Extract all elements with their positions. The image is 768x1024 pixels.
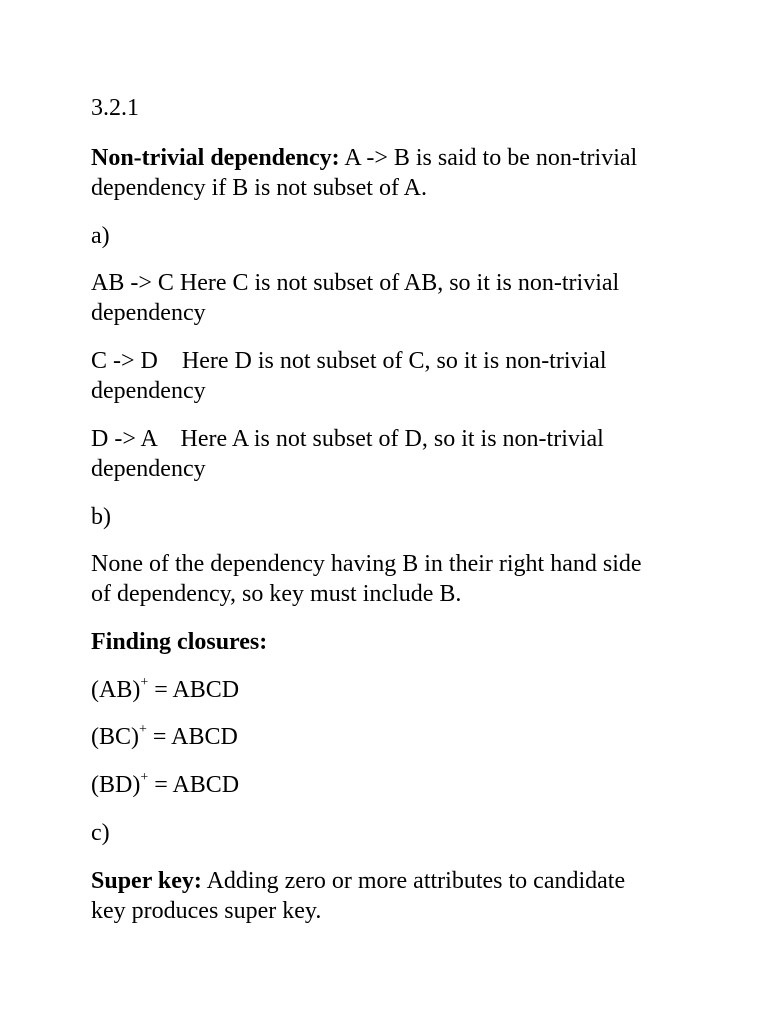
closure-rhs: = ABCD bbox=[148, 677, 240, 703]
part-b-label: b) bbox=[91, 504, 111, 530]
dependency-c-d-line-2: dependency bbox=[91, 378, 206, 404]
part-a-label: a) bbox=[91, 223, 110, 249]
super-key-definition-line-2: key produces super key. bbox=[91, 898, 322, 924]
closure-plus-sup: + bbox=[139, 722, 147, 737]
nontrivial-definition-line-2: dependency if B is not subset of A. bbox=[91, 175, 427, 201]
closure-lhs: (AB) bbox=[91, 677, 141, 703]
part-c-label: c) bbox=[91, 820, 110, 846]
dependency-d-a-line-2: dependency bbox=[91, 456, 206, 482]
super-key-definition-text: Adding zero or more attributes to candidate bbox=[201, 868, 626, 894]
nontrivial-definition-text: A -> B is said to be non-trivial bbox=[339, 145, 638, 171]
dependency-d-a-line-1: D -> A Here A is not subset of D, so it is non-trivial bbox=[91, 426, 604, 452]
dependency-ab-c-line-2: dependency bbox=[91, 300, 206, 326]
closure-bd bbox=[91, 770, 239, 800]
closure-ab bbox=[91, 675, 239, 705]
super-key-term: Super key: bbox=[91, 868, 202, 894]
closure-plus-sup: + bbox=[140, 675, 149, 690]
part-b-text-line-1: None of the dependency having B in their right hand side bbox=[91, 551, 642, 577]
dependency-c-d-line-1: C -> D Here D is not subset of C, so it is non-trivial bbox=[91, 348, 607, 374]
closure-rhs: = ABCD bbox=[148, 772, 240, 798]
nontrivial-definition-line-1 bbox=[91, 143, 637, 173]
section-number: 3.2.1 bbox=[91, 95, 139, 121]
part-b-text-line-2: of dependency, so key must include B. bbox=[91, 581, 462, 607]
super-key-definition-line-1 bbox=[91, 866, 625, 896]
dependency-ab-c-line-1: AB -> C Here C is not subset of AB, so it is non-trivial bbox=[91, 270, 620, 296]
closures-heading bbox=[91, 627, 267, 657]
closure-lhs: (BD) bbox=[91, 772, 141, 798]
closure-rhs: = ABCD bbox=[146, 724, 238, 750]
closures-heading-text: Finding closures: bbox=[91, 629, 268, 655]
nontrivial-term: Non-trivial dependency: bbox=[91, 145, 340, 171]
closure-plus-sup: + bbox=[140, 770, 149, 785]
closure-bc bbox=[91, 722, 238, 752]
closure-lhs: (BC) bbox=[91, 724, 139, 750]
